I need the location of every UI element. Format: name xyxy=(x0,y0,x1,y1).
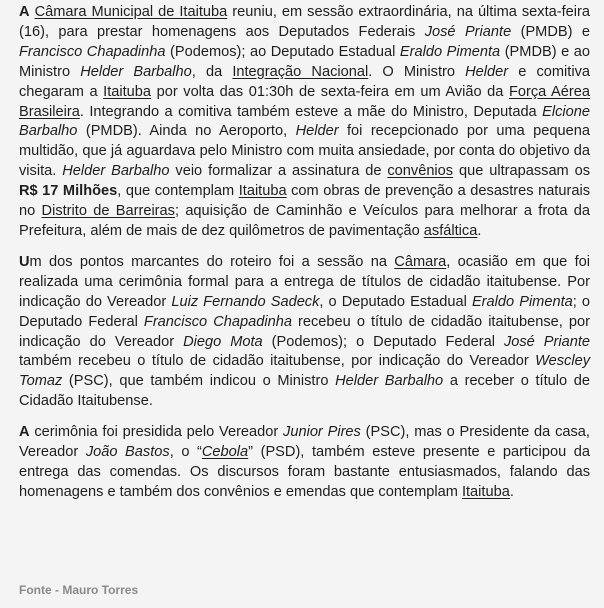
text-run: U xyxy=(19,253,30,270)
text-run: reuniu, em sessão extraordinária, na última sexta-feira (16), para prestar homenagens aos Deputados Federais xyxy=(19,4,591,40)
text-run: Helder xyxy=(295,123,339,140)
text-run: (PMDB). Ainda no Aeroporto, xyxy=(77,123,296,140)
text-run: Helder xyxy=(465,63,509,80)
text-run: Francisco Chapadinha xyxy=(143,313,292,330)
text-run: Helder Barbalho xyxy=(80,63,192,80)
text-run: A xyxy=(19,424,30,441)
text-run: Itaituba xyxy=(238,183,287,200)
text-run: . xyxy=(477,222,482,239)
text-run: Força Aérea Brasileira xyxy=(19,83,590,120)
text-run: , da xyxy=(191,63,233,80)
text-run: cerimônia foi presidida pelo Vereador xyxy=(29,424,284,441)
text-run: por volta das 01:30h de sexta-feira em um Avião da xyxy=(151,83,509,100)
text-run: ; o Deputado Federal xyxy=(19,293,590,330)
text-run: , que contemplam xyxy=(117,183,239,200)
text-run: veio formalizar a assinatura de xyxy=(169,163,388,180)
text-run: a receber o título de Cidadão Itaitubense. xyxy=(19,373,590,410)
text-run: Integração Nacional xyxy=(232,63,369,80)
text-run: com obras de prevenção a desastres naturais no xyxy=(19,183,590,220)
text-run: (Podemos); ao Deputado Estadual xyxy=(165,43,400,60)
paragraph-3 xyxy=(19,423,590,503)
text-run: , o Deputado Estadual xyxy=(319,293,472,310)
text-run: José Priante xyxy=(424,23,512,40)
text-run: R$ 17 Milhões xyxy=(19,183,118,200)
text-run: Itaituba xyxy=(461,483,510,500)
text-run: asfáltica xyxy=(423,222,478,239)
text-run: (PMDB) e xyxy=(511,23,590,40)
paragraph-2 xyxy=(19,253,590,412)
text-run: Helder Barbalho xyxy=(335,373,444,390)
text-run: e comitiva chegaram a xyxy=(19,63,591,100)
text-run: Francisco Chapadinha xyxy=(19,43,166,60)
text-run: Junior Pires xyxy=(283,424,361,441)
text-run: ; aquisição de Caminhão e Veículos para melhorar a frota da Prefeitura, além de mais de dez quilômetros de pavimentação xyxy=(19,203,590,239)
text-run: , o “ xyxy=(169,444,202,461)
text-run: Distrito de Barreiras xyxy=(41,203,175,220)
text-run: também recebeu o título de cidadão itaitubense, por indicação do Vereador xyxy=(19,353,536,370)
text-run: foi recepcionado por uma pequena multidão, que já aguardava pelo Ministro com muita ansiedade, por conta do objetivo da visita. xyxy=(19,123,590,180)
text-run: recebeu o título de cidadão itaitubense, por indicação do Vereador xyxy=(19,313,590,350)
text-run: (PSC), que também indicou o Ministro xyxy=(62,373,336,390)
text-run: . Integrando a comitiva também esteve a mãe do Ministro, Deputada xyxy=(79,103,543,120)
paragraph-1 xyxy=(19,3,590,242)
text-run: (PMDB) e ao Ministro xyxy=(19,43,590,80)
text-run: João Bastos xyxy=(85,444,170,461)
text-run: (Podemos); o Deputado Federal xyxy=(262,333,504,350)
text-run: A xyxy=(19,4,30,20)
text-run: Elcione Barbalho xyxy=(19,103,590,140)
text-run: que ultrapassam os xyxy=(453,163,591,180)
text-run: convênios xyxy=(387,163,454,180)
text-run: . xyxy=(509,483,514,500)
text-run: Helder Barbalho xyxy=(62,163,170,180)
text-run: José Priante xyxy=(503,333,590,350)
text-run: Câmara xyxy=(394,253,447,270)
text-run: Luiz Fernando Sadeck xyxy=(171,293,320,310)
text-run: Itaituba xyxy=(103,83,152,100)
text-run: Eraldo Pimenta xyxy=(471,293,573,310)
text-run: Cebola xyxy=(201,444,249,461)
source-credit: Fonte - Mauro Torres xyxy=(19,583,139,597)
text-run: . O Ministro xyxy=(368,63,466,80)
text-run: ” (PSD), também esteve presente e participou da entrega das comendas. Os discursos foram bastante entusiasmados, falando das homenagens e também dos convênios e emendas que contemplam xyxy=(19,444,590,500)
text-run: Eraldo Pimenta xyxy=(399,43,501,60)
text-run: Wescley Tomaz xyxy=(19,353,590,390)
text-run: Diego Mota xyxy=(183,333,263,350)
text-run: , ocasião em que foi realizada uma cerimônia formal para a entrega de títulos de cidadão itaitubense. Por indicação do Vereador xyxy=(19,253,590,310)
text-run: m dos pontos marcantes do roteiro foi a sessão na xyxy=(29,253,395,270)
text-run: Câmara Municipal de Itaituba xyxy=(34,4,228,20)
text-run: (PSC), mas o Presidente da casa, Vereador xyxy=(19,424,590,461)
